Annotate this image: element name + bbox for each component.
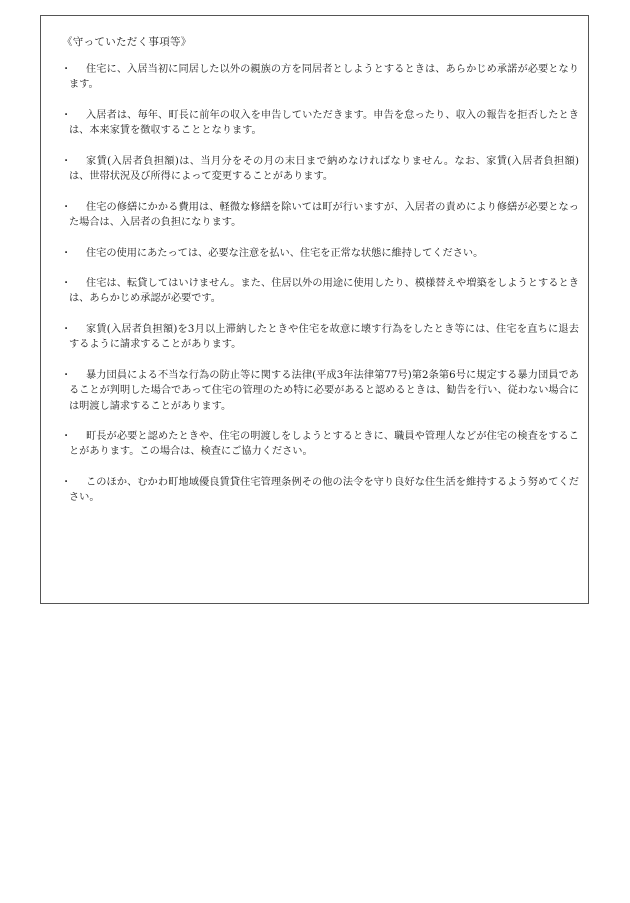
list-item [63,368,579,414]
bullet-icon: ・ [61,278,72,290]
list-item [63,322,579,353]
bullet-icon: ・ [61,369,72,381]
bullet-icon: ・ [61,64,72,75]
list-item [63,108,579,139]
item-text: このほか、むかわ町地域優良賃貸住宅管理条例その他の法令を守り良好な住生活を維持するよう努めてください。 [69,477,579,504]
list-item [63,429,579,460]
list-item [63,154,579,185]
list-item [63,200,579,231]
list-item [63,246,579,261]
item-text: 暴力団員による不当な行為の防止等に関する法律(平成3年法律第77号)第2条第6号に規定する暴力団員であることが判明した場合であって住宅の管理のため特に必要があると認めるときは、勧告を行い、従わない場合には明渡し請求することがあります。 [69,369,579,412]
item-text: 住宅の使用にあたっては、必要な注意を払い、住宅を正常な状態に維持してください。 [86,247,484,259]
bullet-icon: ・ [61,324,72,336]
bullet-icon: ・ [61,201,72,213]
item-text: 家賃(入居者負担額)は、当月分をその月の末日まで納めなければなりません。なお、家賃(入居者負担額)は、世帯状況及び所得によって変更することがあります。 [69,155,579,183]
notice-list [63,62,579,521]
item-text: 住宅の修繕にかかる費用は、軽微な修繕を除いては町が行いますが、入居者の責めにより修繕が必要となった場合は、入居者の負担になります。 [69,201,579,228]
item-text: 町長が必要と認めたときや、住宅の明渡しをしようとするときに、職員や管理人などが住宅の検査をすることがあります。この場合は、検査にご協力ください。 [69,431,579,458]
bullet-icon: ・ [61,247,72,259]
notice-box [40,15,589,604]
bullet-icon: ・ [61,431,72,443]
item-text: 入居者は、毎年、町長に前年の収入を申告していただきます。申告を怠ったり、収入の報告を拒否したときは、本来家賃を徴収することとなります。 [69,109,579,137]
item-text: 住宅に、入居当初に同居した以外の親族の方を同居者としようとするときは、あらかじめ承諾が必要となります。 [69,64,579,91]
notice-heading: 《守っていただく事項等》 [62,36,192,48]
bullet-icon: ・ [61,109,72,121]
item-text: 住宅は、転貸してはいけません。また、住居以外の用途に使用したり、模様替えや増築をしようとするときは、あらかじめ承認が必要です。 [69,278,579,305]
bullet-icon: ・ [61,155,72,167]
list-item [63,276,579,307]
item-text: 家賃(入居者負担額)を3月以上滞納したときや住宅を故意に壊す行為をしたとき等には、住宅を直ちに退去するように請求することがあります。 [69,324,579,351]
list-item [63,62,579,93]
list-item [63,475,579,506]
bullet-icon: ・ [61,477,72,489]
